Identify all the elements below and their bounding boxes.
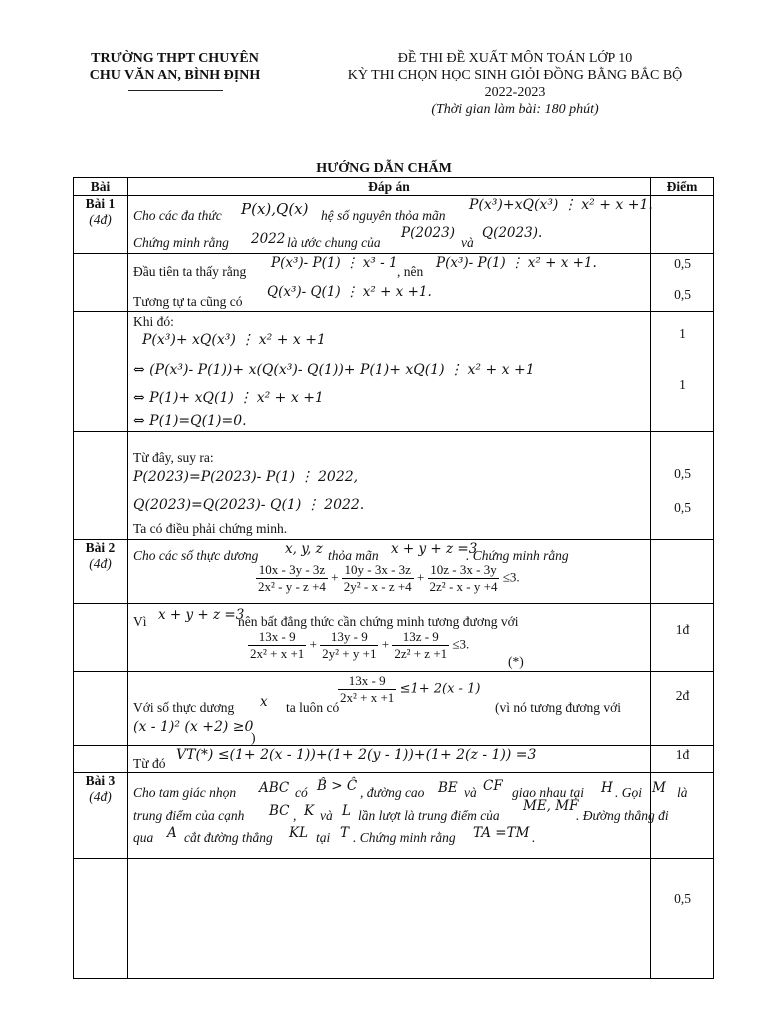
text: Cho tam giác nhọn: [133, 785, 237, 800]
text: (vì nó tương đương với: [495, 700, 622, 715]
text: và: [461, 235, 474, 250]
text: và: [464, 785, 477, 800]
text: qua: [133, 830, 154, 845]
problem-statement: [128, 773, 688, 859]
text: tại: [316, 830, 331, 845]
fraction-denominator: 2y² - x - z +4: [343, 579, 412, 594]
inequality-end: ≤3.: [502, 569, 520, 585]
math: ABC: [259, 780, 290, 796]
fraction-numerator: 13y - 9: [320, 629, 378, 646]
inequality: $\frac{10x - 3y - 3z}{\text{2x² - y - z +4}}$ + $\frac{10y - 3x - 3z}{\text{2y² - x - z +4}}$ + $\frac{10z - 3x - 3y}{\text{2z² - x - y +4}}$ ≤3.: [258, 562, 520, 594]
school-header: [70, 50, 280, 91]
text: là ước chung của: [287, 235, 381, 250]
math: KL: [289, 825, 309, 841]
math: ≤1+ 2(x - 1): [399, 681, 481, 697]
score-cell: [651, 746, 714, 773]
score-cell: [651, 432, 714, 540]
score-cell: [651, 254, 714, 312]
score-value: 0,5: [674, 891, 691, 906]
text: . Chứng minh rằng: [353, 830, 456, 845]
text: Khi đó:: [133, 314, 174, 329]
empty-cell: [74, 254, 128, 312]
score-value: 0,5: [674, 256, 691, 271]
math: Q(2023)=Q(2023)- Q(1) ⋮ 2022.: [133, 497, 365, 513]
text: ta luôn có: [286, 700, 340, 715]
fraction-numerator: 13x - 9: [248, 629, 306, 646]
math: BE: [438, 780, 458, 796]
text: trung điểm của cạnh: [133, 808, 245, 823]
text: thỏa mãn: [328, 548, 379, 563]
problem-label: [74, 540, 128, 604]
solution-step: [128, 312, 651, 432]
math: x + y + z =3: [158, 607, 245, 623]
empty-cell: [74, 859, 128, 979]
fraction-numerator: 10x - 3y - 3z: [256, 562, 328, 579]
table-row: [74, 196, 714, 254]
col-header-diem: Điểm: [651, 178, 714, 196]
math: ME, MF: [523, 798, 579, 814]
empty-cell: [74, 604, 128, 672]
score-value: 0,5: [674, 287, 691, 302]
header-divider: [128, 90, 223, 91]
math: ⇔ (P(x³)- P(1))+ x(Q(x³)- Q(1))+ P(1)+ xQ(1) ⋮ x² + x +1: [133, 362, 535, 378]
score-value: 1: [679, 326, 686, 341]
text: có: [295, 785, 308, 800]
math: T: [340, 825, 350, 841]
school-name-line2: CHU VĂN AN, BÌNH ĐỊNH: [89, 68, 261, 83]
fraction-denominator: 2x² - y - z +4: [258, 579, 326, 594]
text: , đường cao: [360, 785, 425, 800]
text: . Đường thẳng đi: [576, 808, 669, 823]
inequality-end: ≤3.: [452, 636, 470, 652]
col-header-bai: Bài: [74, 178, 128, 196]
math: VT(*) ≤(1+ 2(x - 1))+(1+ 2(y - 1))+(1+ 2(z - 1)) =3: [176, 747, 537, 763]
equation-label: (*): [508, 654, 524, 669]
text: là: [677, 785, 688, 800]
text: . Gọi: [615, 785, 642, 800]
table-row: [74, 773, 714, 859]
school-name-line1: TRƯỜNG THPT CHUYÊN: [91, 51, 259, 66]
fraction-denominator: 2x² + x +1: [250, 646, 305, 661]
text: và: [320, 808, 333, 823]
table-row: [74, 746, 714, 773]
score-cell: [651, 540, 714, 604]
score-value: 1đ: [675, 622, 690, 637]
math: P(2023): [401, 225, 455, 241]
table-row: [74, 540, 714, 604]
math: P(x³)+xQ(x³) ⋮ x² + x +1.: [469, 197, 653, 213]
math: TA =TM: [473, 825, 530, 841]
math: Q(x³)- Q(1) ⋮ x² + x +1.: [267, 284, 432, 300]
text: ): [251, 730, 256, 745]
math: ⇔ P(1)+ xQ(1) ⋮ x² + x +1: [133, 390, 324, 406]
score-cell: [651, 312, 714, 432]
text: Chứng minh rằng: [133, 235, 229, 250]
text: Cho các số thực dương: [133, 548, 259, 563]
problem-points: (4đ): [89, 556, 112, 571]
text: ,: [293, 808, 297, 823]
problem-label: [74, 196, 128, 254]
problem-points: (4đ): [89, 789, 112, 804]
problem-number: Bài 1: [85, 196, 116, 211]
math: P(x),Q(x): [241, 200, 309, 218]
text: giao nhau tại: [512, 785, 585, 800]
fraction-numerator: 10z - 3x - 3y: [428, 562, 500, 579]
fraction-numerator: 13x - 9: [338, 673, 396, 690]
score-value: 0,5: [674, 466, 691, 481]
solution-step: [128, 672, 651, 746]
math: ⇔ P(1)=Q(1)=0.: [133, 413, 247, 429]
text: Từ đây, suy ra:: [133, 450, 214, 465]
empty-cell: [74, 312, 128, 432]
problem-statement: [128, 196, 651, 254]
exam-title-line2: KỲ THI CHỌN HỌC SINH GIỎI ĐỒNG BẰNG BẮC BỘ: [347, 68, 683, 83]
empty-cell: [74, 672, 128, 746]
exam-year: 2022-2023: [484, 85, 546, 100]
fraction-denominator: 2z² - x - y +4: [429, 579, 498, 594]
math: M: [652, 780, 666, 796]
empty-cell: [74, 746, 128, 773]
text: Ta có điều phải chứng minh.: [133, 521, 288, 536]
math: x + y + z =3: [391, 541, 478, 557]
math: L: [342, 803, 351, 819]
problem-points: (4đ): [89, 212, 112, 227]
exam-header: [300, 50, 730, 118]
math: x, y, z: [285, 541, 323, 557]
solution-step: [128, 859, 651, 979]
score-cell: [651, 859, 714, 979]
fraction-denominator: 2x² + x +1: [340, 690, 395, 705]
text: hệ số nguyên thỏa mãn: [321, 208, 446, 223]
text: nên bất đẳng thức cần chứng minh tương đương với: [238, 614, 519, 629]
col-header-dapan: Đáp án: [128, 178, 651, 196]
text: , nên: [397, 264, 424, 279]
fraction-denominator: 2y² + y +1: [322, 646, 377, 661]
score-cell: [651, 604, 714, 672]
fraction-numerator: 10y - 3x - 3z: [342, 562, 414, 579]
exam-title-line1: ĐỀ THI ĐỀ XUẤT MÔN TOÁN LỚP 10: [397, 51, 633, 66]
score-cell: [651, 672, 714, 746]
exam-time: (Thời gian làm bài: 180 phút): [431, 102, 599, 117]
text: . Chứng minh rằng: [466, 548, 569, 563]
math: K: [304, 803, 315, 819]
fraction-denominator: 2z² + z +1: [394, 646, 448, 661]
text: .: [532, 830, 536, 845]
table-row: [74, 312, 714, 432]
table-row: [74, 672, 714, 746]
problem-number: Bài 3: [85, 773, 116, 788]
text: Đầu tiên ta thấy rằng: [133, 264, 247, 279]
problem-statement: [128, 540, 651, 604]
math: A: [167, 825, 177, 841]
score-cell: [651, 196, 714, 254]
text: lần lượt là trung điểm của: [358, 808, 500, 823]
solution-step: [128, 746, 651, 773]
math: H: [601, 780, 613, 796]
text: cắt đường thẳng: [184, 830, 273, 845]
table-row: [74, 254, 714, 312]
text: Vì: [133, 614, 147, 629]
inequality: $\frac{13x - 9}{\text{2x² + x +1}}$ + $\frac{13y - 9}{\text{2y² + y +1}}$ + $\frac{13z - 9}{\text{2z² + z +1}}$ ≤3.: [250, 629, 470, 661]
math: P(2023)=P(2023)- P(1) ⋮ 2022,: [133, 469, 359, 485]
math: P(x³)- P(1) ⋮ x³ - 1: [271, 255, 398, 271]
score-value: 1đ: [675, 747, 690, 762]
solution-step: [128, 254, 651, 312]
inequality: [338, 673, 480, 706]
math: (x - 1)² (x +2) ≥0: [133, 719, 254, 735]
text: Cho các đa thức: [133, 208, 222, 223]
text: Với số thực dương: [133, 700, 235, 715]
table-header-row: [74, 178, 714, 196]
page-title: HƯỚNG DẪN CHẤM: [316, 161, 452, 176]
math: x: [260, 694, 268, 710]
text: Từ đó: [133, 756, 166, 771]
solution-step: [128, 432, 651, 540]
score-value: 2đ: [675, 688, 690, 703]
score-value: 0,5: [674, 500, 691, 515]
math: CF: [483, 778, 503, 794]
empty-cell: [74, 432, 128, 540]
math: 2022: [251, 231, 286, 247]
table-row: [74, 432, 714, 540]
table-row: [74, 604, 714, 672]
math: P(x³)- P(1) ⋮ x² + x +1.: [436, 255, 597, 271]
math: BC: [269, 803, 290, 819]
grading-table: [73, 177, 714, 979]
problem-label: [74, 773, 128, 859]
math: P(x³)+ xQ(x³) ⋮ x² + x +1: [142, 332, 326, 348]
math: B̂ > Ĉ: [317, 778, 358, 794]
solution-step: [128, 604, 651, 672]
score-value: 1: [679, 377, 686, 392]
problem-number: Bài 2: [85, 540, 116, 555]
fraction-numerator: 13z - 9: [392, 629, 449, 646]
math: Q(2023).: [482, 225, 543, 241]
table-row: [74, 859, 714, 979]
text: Tương tự ta cũng có: [133, 294, 243, 309]
